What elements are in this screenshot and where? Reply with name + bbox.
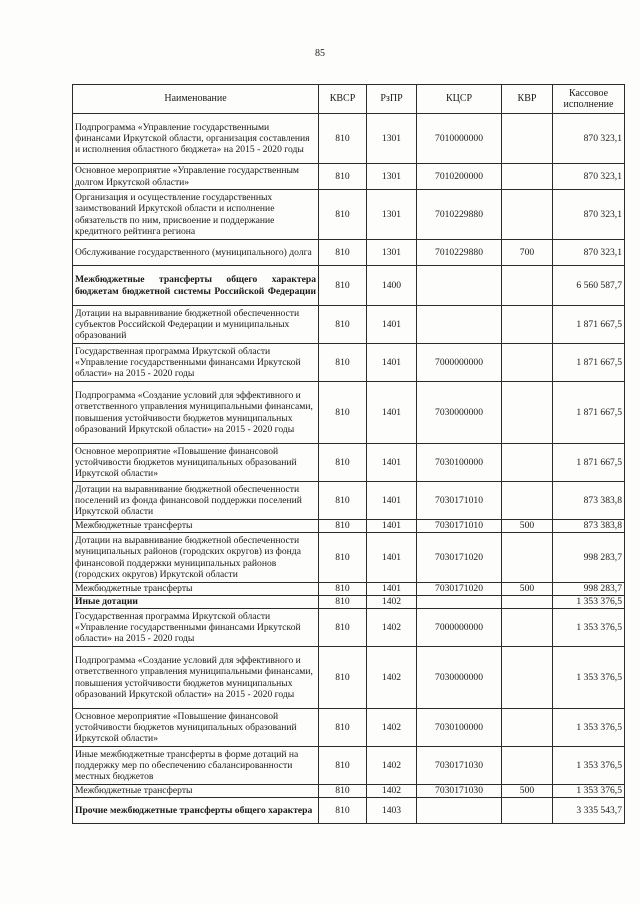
row-amount: 870 323,1 xyxy=(553,240,625,266)
table-row xyxy=(73,583,625,596)
row-kvr: 500 xyxy=(502,520,553,533)
row-kvr xyxy=(502,266,553,306)
row-amount: 873 383,8 xyxy=(553,482,625,520)
row-amount: 1 871 667,5 xyxy=(553,344,625,382)
row-kvsr: 810 xyxy=(319,533,367,583)
row-kvsr: 810 xyxy=(319,240,367,266)
row-name: Дотации на выравнивание бюджетной обеспеченности поселений из фонда финансовой поддержки поселений Иркутской области xyxy=(73,482,319,520)
row-kcsr: 7030171020 xyxy=(417,583,502,596)
row-kcsr: 7000000000 xyxy=(417,609,502,647)
table-row xyxy=(73,444,625,482)
row-kvsr: 810 xyxy=(319,609,367,647)
table-body xyxy=(73,114,625,824)
row-kcsr: 7030171020 xyxy=(417,533,502,583)
row-name: Межбюджетные трансферты xyxy=(73,583,319,596)
table-row xyxy=(73,382,625,444)
row-kvsr: 810 xyxy=(319,596,367,609)
row-kvsr: 810 xyxy=(319,164,367,190)
row-kvr xyxy=(502,709,553,747)
row-amount: 873 383,8 xyxy=(553,520,625,533)
row-rzpr: 1401 xyxy=(367,482,417,520)
row-rzpr: 1400 xyxy=(367,266,417,306)
row-kvr xyxy=(502,747,553,785)
row-amount: 870 323,1 xyxy=(553,114,625,164)
row-kvr xyxy=(502,609,553,647)
row-kcsr: 7030100000 xyxy=(417,709,502,747)
header-kcsr: КЦСР xyxy=(417,85,502,114)
row-name: Межбюджетные трансферты xyxy=(73,785,319,798)
row-name: Иные межбюджетные трансферты в форме дотаций на поддержку мер по обеспечению сбалансированности местных бюджетов xyxy=(73,747,319,785)
table-row xyxy=(73,306,625,344)
row-name: Межбюджетные трансферты xyxy=(73,520,319,533)
row-rzpr: 1401 xyxy=(367,520,417,533)
row-rzpr: 1401 xyxy=(367,533,417,583)
header-name: Наименование xyxy=(73,85,319,114)
row-amount: 3 335 543,7 xyxy=(553,798,625,824)
row-kcsr: 7030171030 xyxy=(417,785,502,798)
row-kcsr: 7010000000 xyxy=(417,114,502,164)
row-kvsr: 810 xyxy=(319,520,367,533)
row-rzpr: 1401 xyxy=(367,444,417,482)
row-kcsr xyxy=(417,596,502,609)
table-row xyxy=(73,798,625,824)
row-amount: 998 283,7 xyxy=(553,583,625,596)
table-row xyxy=(73,240,625,266)
row-amount: 1 353 376,5 xyxy=(553,709,625,747)
header-amount: Кассовое исполнение xyxy=(553,85,625,114)
row-amount: 1 353 376,5 xyxy=(553,596,625,609)
table-row xyxy=(73,533,625,583)
row-kvr xyxy=(502,306,553,344)
page-number: 85 xyxy=(315,48,325,59)
row-name: Организация и осуществление государственных заимствований Иркутской области и исполнение обязательств по ним, присвоение и поддержание кредитного рейтинга региона xyxy=(73,190,319,240)
row-kvsr: 810 xyxy=(319,444,367,482)
row-name: Подпрограмма «Создание условий для эффективного и ответственного управления муниципальными финансами, повышения устойчивости бюджетов муниципальных образований Иркутской области» на 2015 - 2020 годы xyxy=(73,647,319,709)
row-rzpr: 1402 xyxy=(367,609,417,647)
row-rzpr: 1402 xyxy=(367,709,417,747)
row-kcsr: 7030000000 xyxy=(417,647,502,709)
row-kvr xyxy=(502,344,553,382)
row-rzpr: 1301 xyxy=(367,240,417,266)
row-kvsr: 810 xyxy=(319,798,367,824)
row-amount: 1 871 667,5 xyxy=(553,382,625,444)
row-kvsr: 810 xyxy=(319,583,367,596)
row-rzpr: 1401 xyxy=(367,382,417,444)
row-name: Межбюджетные трансферты общего характера бюджетам бюджетной системы Российской Федерации xyxy=(73,266,319,306)
row-kcsr: 7000000000 xyxy=(417,344,502,382)
row-kvsr: 810 xyxy=(319,382,367,444)
budget-execution-table xyxy=(72,84,625,824)
row-amount: 998 283,7 xyxy=(553,533,625,583)
table-row xyxy=(73,647,625,709)
table-row xyxy=(73,609,625,647)
header-rzpr: РзПР xyxy=(367,85,417,114)
row-rzpr: 1301 xyxy=(367,164,417,190)
table-row xyxy=(73,190,625,240)
row-kvr xyxy=(502,190,553,240)
row-name: Основное мероприятие «Повышение финансовой устойчивости бюджетов муниципальных образований Иркутской области» xyxy=(73,709,319,747)
row-amount: 870 323,1 xyxy=(553,190,625,240)
row-kvsr: 810 xyxy=(319,482,367,520)
row-kvr xyxy=(502,114,553,164)
row-rzpr: 1301 xyxy=(367,190,417,240)
row-kvsr: 810 xyxy=(319,114,367,164)
row-kvr xyxy=(502,596,553,609)
table-row xyxy=(73,785,625,798)
row-rzpr: 1402 xyxy=(367,596,417,609)
row-kvr xyxy=(502,444,553,482)
row-kcsr: 7030171010 xyxy=(417,520,502,533)
row-name: Государственная программа Иркутской области «Управление государственными финансами Иркутской области» на 2015 - 2020 годы xyxy=(73,344,319,382)
row-rzpr: 1403 xyxy=(367,798,417,824)
row-name: Государственная программа Иркутской области «Управление государственными финансами Иркутской области» на 2015 - 2020 годы xyxy=(73,609,319,647)
row-rzpr: 1402 xyxy=(367,647,417,709)
row-rzpr: 1401 xyxy=(367,344,417,382)
table-row xyxy=(73,709,625,747)
row-kvsr: 810 xyxy=(319,266,367,306)
row-kvr xyxy=(502,798,553,824)
row-rzpr: 1401 xyxy=(367,306,417,344)
row-name: Основное мероприятие «Повышение финансовой устойчивости бюджетов муниципальных образований Иркутской области» xyxy=(73,444,319,482)
row-name: Дотации на выравнивание бюджетной обеспеченности муниципальных районов (городских округов) из фонда финансовой поддержки муниципальных районов (городских округов) Иркутской области xyxy=(73,533,319,583)
row-amount: 1 353 376,5 xyxy=(553,609,625,647)
row-kcsr xyxy=(417,266,502,306)
row-kvsr: 810 xyxy=(319,747,367,785)
row-rzpr: 1402 xyxy=(367,785,417,798)
row-rzpr: 1401 xyxy=(367,583,417,596)
row-kvsr: 810 xyxy=(319,785,367,798)
table-row xyxy=(73,114,625,164)
table-header-row xyxy=(73,85,625,114)
row-kvr xyxy=(502,482,553,520)
row-amount: 1 353 376,5 xyxy=(553,747,625,785)
table-row xyxy=(73,164,625,190)
row-kvsr: 810 xyxy=(319,709,367,747)
row-kcsr xyxy=(417,306,502,344)
row-kvsr: 810 xyxy=(319,190,367,240)
row-name: Дотации на выравнивание бюджетной обеспеченности субъектов Российской Федерации и муниципальных образований xyxy=(73,306,319,344)
row-amount: 1 871 667,5 xyxy=(553,306,625,344)
row-kvsr: 810 xyxy=(319,647,367,709)
row-amount: 6 560 587,7 xyxy=(553,266,625,306)
row-kcsr: 7030171010 xyxy=(417,482,502,520)
row-kvr: 500 xyxy=(502,785,553,798)
row-kcsr: 7030000000 xyxy=(417,382,502,444)
row-amount: 1 353 376,5 xyxy=(553,647,625,709)
table-row xyxy=(73,747,625,785)
table-row xyxy=(73,520,625,533)
row-kvr: 700 xyxy=(502,240,553,266)
row-kvsr: 810 xyxy=(319,344,367,382)
row-kvr xyxy=(502,533,553,583)
row-kvsr: 810 xyxy=(319,306,367,344)
row-kcsr: 7010200000 xyxy=(417,164,502,190)
row-name: Подпрограмма «Создание условий для эффективного и ответственного управления муниципальными финансами, повышения устойчивости бюджетов муниципальных образований Иркутской области» на 2015 - 2020 годы xyxy=(73,382,319,444)
row-kvr xyxy=(502,164,553,190)
row-kcsr: 7030100000 xyxy=(417,444,502,482)
row-kvr xyxy=(502,647,553,709)
row-rzpr: 1402 xyxy=(367,747,417,785)
row-name: Основное мероприятие «Управление государственным долгом Иркутской области» xyxy=(73,164,319,190)
row-amount: 1 871 667,5 xyxy=(553,444,625,482)
table-row xyxy=(73,482,625,520)
header-kvr: КВР xyxy=(502,85,553,114)
row-kcsr: 7030171030 xyxy=(417,747,502,785)
row-kvr: 500 xyxy=(502,583,553,596)
row-kvr xyxy=(502,382,553,444)
table-row xyxy=(73,344,625,382)
row-kcsr: 7010229880 xyxy=(417,190,502,240)
row-name: Обслуживание государственного (муниципального) долга xyxy=(73,240,319,266)
row-name: Подпрограмма «Управление государственными финансами Иркутской области, организация составления и исполнения областного бюджета» на 2015 - 2020 годы xyxy=(73,114,319,164)
table-row xyxy=(73,596,625,609)
header-kvsr: КВСР xyxy=(319,85,367,114)
row-amount: 1 353 376,5 xyxy=(553,785,625,798)
row-name: Прочие межбюджетные трансферты общего характера xyxy=(73,798,319,824)
table-row xyxy=(73,266,625,306)
row-kcsr: 7010229880 xyxy=(417,240,502,266)
row-rzpr: 1301 xyxy=(367,114,417,164)
row-amount: 870 323,1 xyxy=(553,164,625,190)
row-kcsr xyxy=(417,798,502,824)
row-name: Иные дотации xyxy=(73,596,319,609)
